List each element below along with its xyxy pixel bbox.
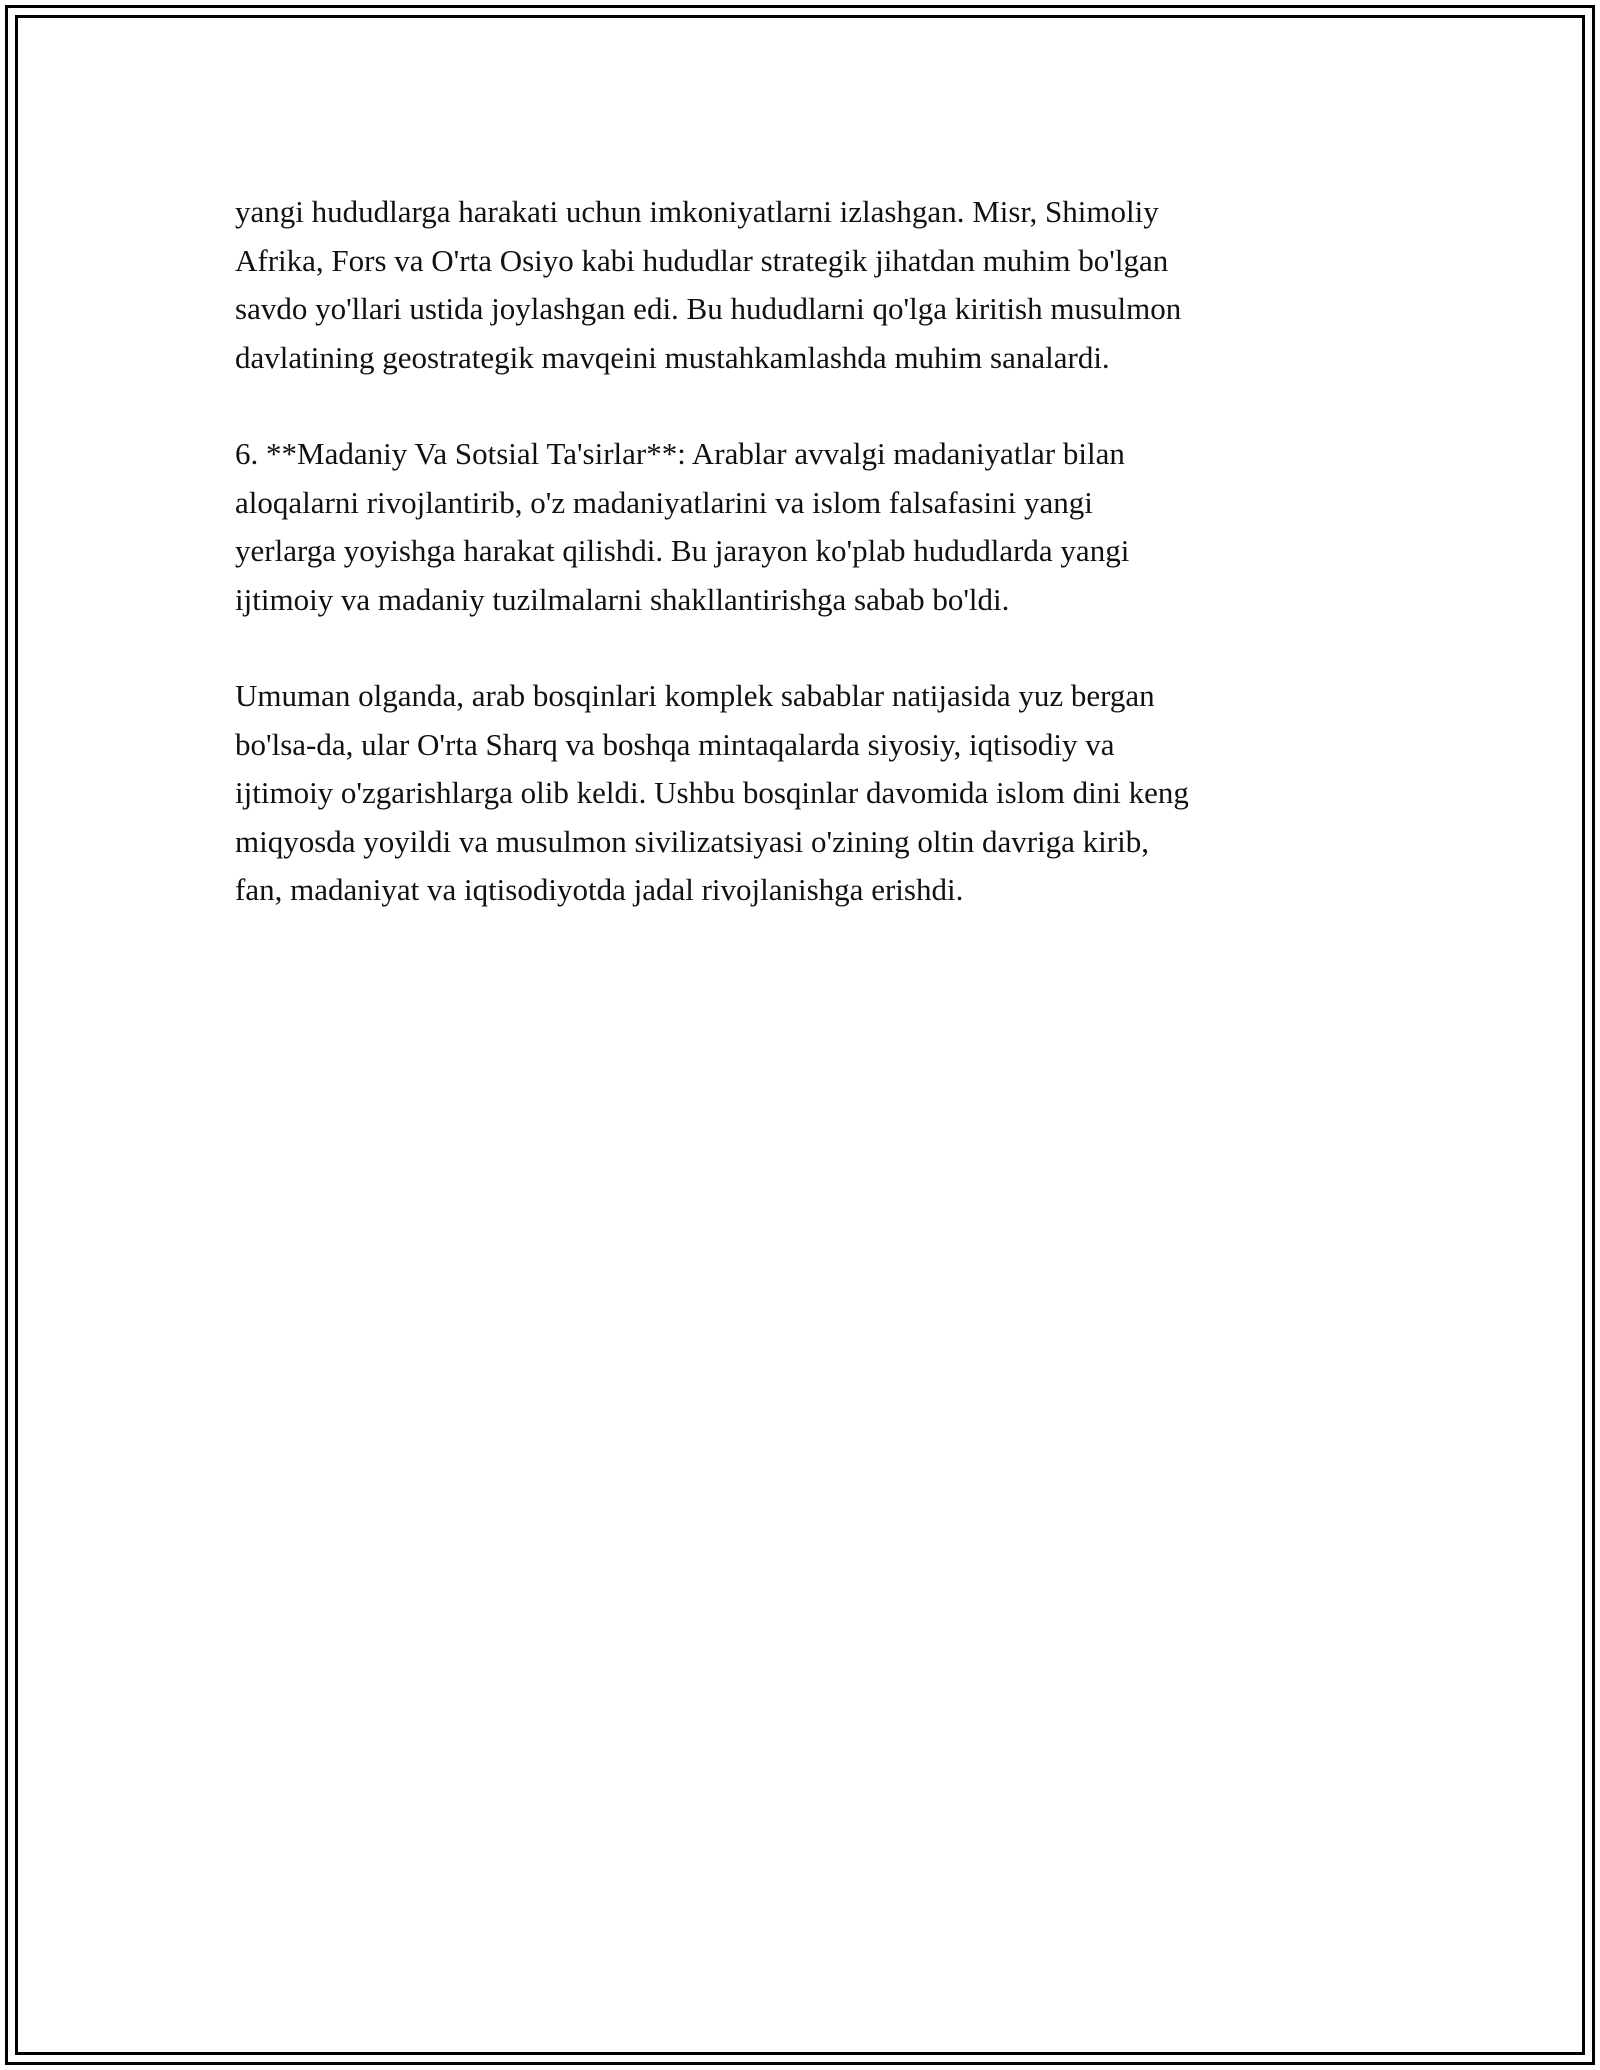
document-body	[235, 188, 1385, 963]
text-line: ijtimoiy o'zgarishlarga olib keldi. Ushbu bosqinlar davomida islom dini keng	[235, 775, 1189, 810]
text-line: bo'lsa-da, ular O'rta Sharq va boshqa mintaqalarda siyosiy, iqtisodiy va	[235, 726, 1115, 762]
paragraph-cultural-social-effects	[235, 430, 1385, 624]
text-line: yerlarga yoyishga harakat qilishdi. Bu jarayon ko'plab hududlarda yangi	[235, 533, 1130, 568]
text-line: miqyosda yoyildi va musulmon sivilizatsiyasi o'zining oltin davriga kirib,	[235, 823, 1149, 859]
text-line: yangi hududlarga harakati uchun imkoniyatlarni izlashgan. Misr, Shimoliy	[235, 194, 1159, 229]
text-line: Umuman olganda, arab bosqinlari komplek sabablar natijasida yuz bergan	[235, 678, 1155, 713]
text-line: Afrika, Fors va O'rta Osiyo kabi hududlar strategik jihatdan muhim bo'lgan	[235, 242, 1169, 278]
text-line: aloqalarni rivojlantirib, o'z madaniyatlarini va islom falsafasini yangi	[235, 484, 1093, 520]
text-line: fan, madaniyat va iqtisodiyotda jadal rivojlanishga erishdi.	[235, 872, 964, 907]
text-line: 6. **Madaniy Va Sotsial Ta'sirlar**: Arablar avvalgi madaniyatlar bilan	[235, 436, 1125, 471]
paragraph-trade-routes	[235, 188, 1385, 382]
text-line: davlatining geostrategik mavqeini mustahkamlashda muhim sanalardi.	[235, 339, 1110, 375]
text-line: savdo yo'llari ustida joylashgan edi. Bu hududlarni qo'lga kiritish musulmon	[235, 291, 1182, 326]
paragraph-conclusion	[235, 672, 1385, 915]
text-line: ijtimoiy va madaniy tuzilmalarni shakllantirishga sabab bo'ldi.	[235, 581, 1010, 617]
